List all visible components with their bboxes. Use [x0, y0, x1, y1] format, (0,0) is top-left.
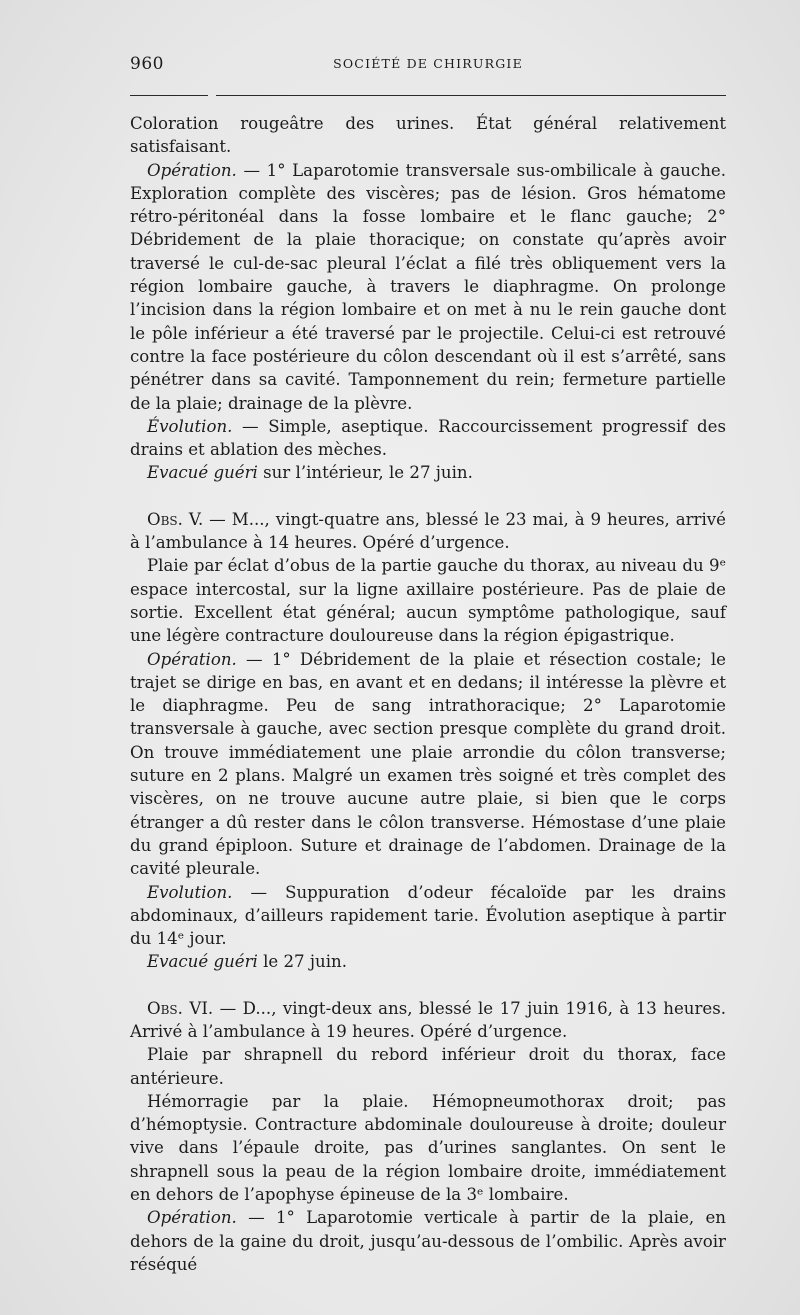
paragraph: Hémorragie par la plaie. Hémopneumothorax droit; pas d’hémoptysie. Contracture abdominale douloureuse à droite; douleur vive dans l’épaule droite, pas d’urines sanglantes. On sent le shrapnell sous la peau de la région lombaire droite, immédiatement en dehors de l’apophyse épineuse de la 3ᵉ lombaire. [130, 1091, 726, 1205]
section-label: Évolution. [147, 416, 233, 436]
header-rule-long [216, 95, 726, 96]
section-label: Evacué guéri [147, 463, 258, 483]
section-label: Opération. [147, 1208, 237, 1228]
page-number: 960 [130, 54, 164, 74]
observation-heading [130, 508, 726, 555]
paragraph-text: — 1° Débridement de la plaie et résection costale; le trajet se dirige en bas, en avant et en dedans; il intéresse la plèvre et le diaphragme. Peu de sang intrathoracique; 2° Laparotomie transversale à gauche, avec section presque complète du grand droit. On trouve immédiatement une plaie arrondie du côlon transverse; suture en 2 plans. Malgré un examen très soigné et très complet des viscères, on ne trouve aucune autre plaie, si bien que le corps étranger a dû rester dans le côlon transverse. Hémostase d’une plaie du grand épiploon. Suture et drainage de l’abdomen. Drainage de la cavité pleurale. [130, 649, 726, 879]
paragraph-evolution [130, 881, 726, 951]
section-label: Evolution. [147, 882, 233, 902]
paragraph-discharge [130, 950, 726, 973]
paragraph-text: le 27 juin. [257, 952, 347, 972]
observation-label: Obs. V. [147, 509, 204, 529]
paragraph-text: — 1° Laparotomie verticale à partir de la plaie, en dehors de la gaine du droit, jusqu’au-dessous de l’ombilic. Après avoir réséqué [130, 1208, 726, 1274]
paragraph-text: — 1° Laparotomie transversale sus-ombilicale à gauche. Exploration complète des viscères; pas de lésion. Gros hématome rétro-péritonéal dans la fosse lombaire et le flanc gauche; 2° Débridement de la plaie thoracique; on constate qu’après avoir traversé le cul-de-sac pleural l’éclat a filé très obliquement vers la région lombaire gauche, à travers le diaphragme. On prolonge l’incision dans la région lombaire et on met à nu le rein gauche dont le pôle inférieur a été traversé par le projectile. Celui-ci est retrouvé contre la face postérieure du côlon descendant où il est s’arrêté, sans pénétrer dans sa cavité. Tamponnement du rein; fermeture partielle de la plaie; drainage de la plèvre. [130, 160, 726, 413]
observation-heading [130, 997, 726, 1044]
paragraph-operation [130, 1206, 726, 1276]
paragraph: Plaie par shrapnell du rebord inférieur droit du thorax, face antérieure. [130, 1045, 726, 1088]
paragraph-operation [130, 159, 726, 415]
section-label: Opération. [147, 160, 237, 180]
paragraph-text: sur l’intérieur, le 27 juin. [257, 463, 473, 483]
paragraph-text: — Suppuration d’odeur fécaloïde par les drains abdominaux, d’ailleurs rapidement tarie. Évolution aseptique à partir du 14ᵉ jour. [130, 882, 726, 949]
page-header [130, 54, 726, 76]
header-rule-short [130, 95, 208, 96]
paragraph: Plaie par éclat d’obus de la partie gauche du thorax, au niveau du 9ᵉ espace intercostal, sur la ligne axillaire postérieure. Pas de plaie de sortie. Excellent état général; aucun symptôme pathologique, sauf une légère contracture douloureuse dans la région épigastrique. [130, 556, 726, 646]
paragraph-evolution [130, 415, 726, 462]
paragraph-text: — D..., vingt-deux ans, blessé le 17 juin 1916, à 13 heures. Arrivé à l’ambulance à 19 heures. Opéré d’urgence. [130, 998, 726, 1041]
paragraph-text: — M..., vingt-quatre ans, blessé le 23 mai, à 9 heures, arrivé à l’ambulance à 14 heures. Opéré d’urgence. [130, 509, 726, 553]
paragraph-text: — Simple, aseptique. Raccourcissement progressif des drains et ablation des mèches. [130, 416, 726, 460]
paragraph-discharge [130, 461, 726, 484]
section-label: Opération. [147, 649, 237, 669]
body-text [130, 112, 726, 1276]
section-label: Evacué guéri [147, 952, 258, 972]
running-title: SOCIÉTÉ DE CHIRURGIE [333, 56, 523, 71]
paragraph-operation [130, 648, 726, 881]
paragraph: Coloration rougeâtre des urines. État général relativement satisfaisant. [130, 114, 726, 157]
observation-label: Obs. VI. [147, 998, 214, 1018]
